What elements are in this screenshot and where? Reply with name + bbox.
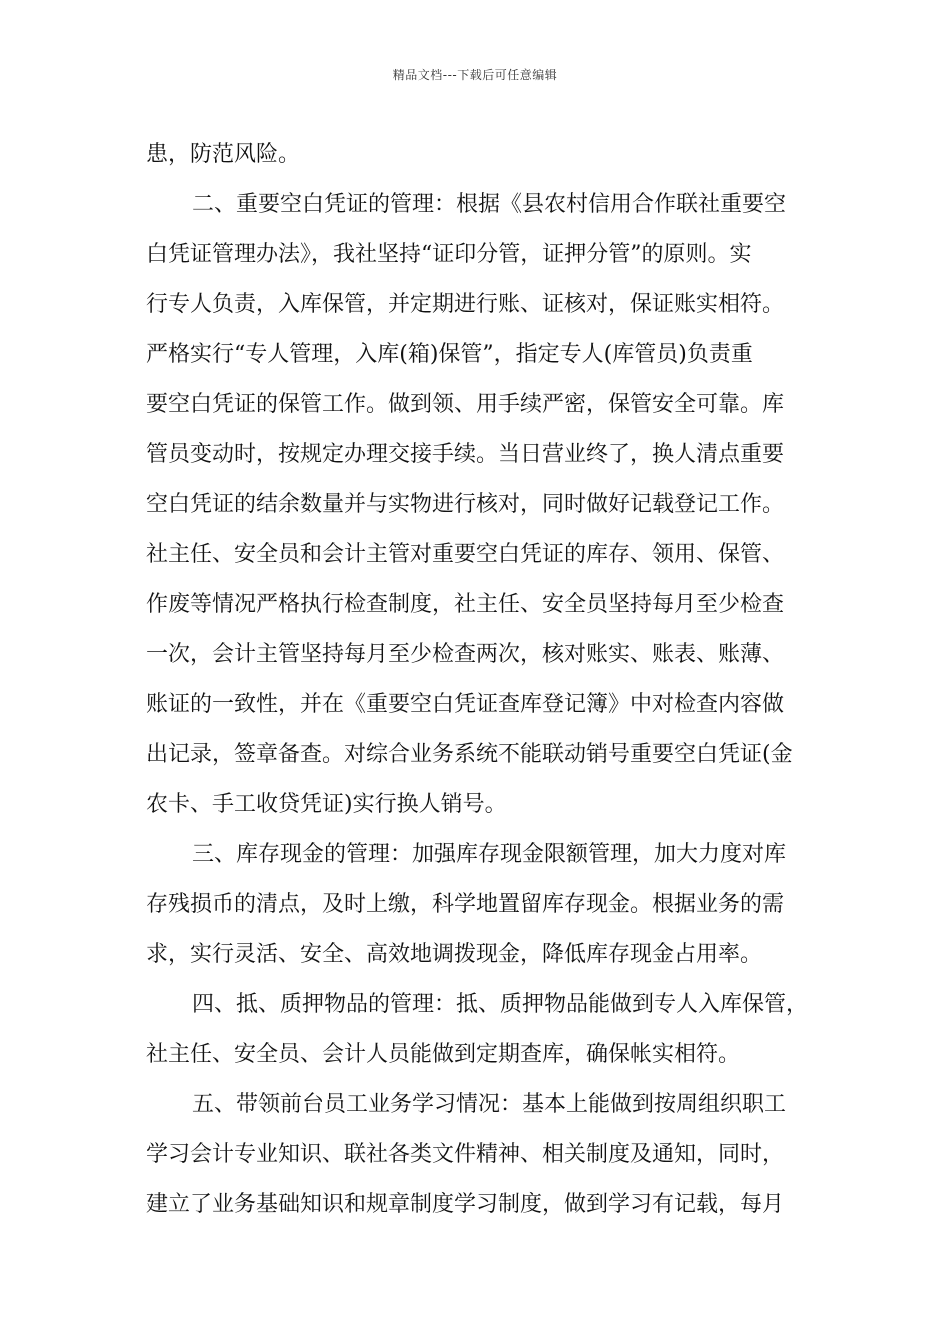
text-line: 出记录，签章备查。对综合业务系统不能联动销号重要空白凭证(金 (146, 742, 793, 767)
text-line: 空白凭证的结余数量并与实物进行核对，同时做好记载登记工作。 (146, 492, 785, 517)
paragraph-start-line: 五、带领前台员工业务学习情况：基本上能做到按周组织职工 (192, 1092, 787, 1117)
text-line: 管员变动时，按规定办理交接手续。当日营业终了，换人清点重要 (146, 442, 785, 467)
text-line: 建立了业务基础知识和规章制度学习制度，做到学习有记载，每月 (146, 1192, 785, 1217)
paragraph-start-line: 三、库存现金的管理：加强库存现金限额管理，加大力度对库 (192, 842, 787, 867)
text-line: 一次，会计主管坚持每月至少检查两次，核对账实、账表、账薄、 (146, 642, 785, 667)
text-line: 社主任、安全员、会计人员能做到定期查库，确保帐实相符。 (146, 1042, 741, 1067)
text-line: 求，实行灵活、安全、高效地调拨现金，降低库存现金占用率。 (146, 942, 763, 967)
text-line: 存残损币的清点，及时上缴，科学地置留库存现金。根据业务的需 (146, 892, 785, 917)
text-line: 患，防范风险。 (146, 142, 301, 167)
text-line: 白凭证管理办法》，我社坚持“证印分管，证押分管”的原则。实 (146, 242, 752, 267)
text-line: 账证的一致性，并在《重要空白凭证查库登记簿》中对检查内容做 (146, 692, 785, 717)
paragraph-start-line: 四、抵、质押物品的管理：抵、质押物品能做到专人入库保管， (192, 992, 809, 1017)
paragraph-start-line: 二、重要空白凭证的管理：根据《县农村信用合作联社重要空 (192, 192, 787, 217)
text-line: 要空白凭证的保管工作。做到领、用手续严密，保管安全可靠。库 (146, 392, 785, 417)
document-body (146, 130, 822, 1230)
page-header: 精品文档---下载后可任意编辑 (392, 68, 558, 82)
text-line: 作废等情况严格执行检查制度，社主任、安全员坚持每月至少检查 (146, 592, 785, 617)
text-line: 学习会计专业知识、联社各类文件精神、相关制度及通知，同时， (146, 1142, 785, 1167)
text-line: 行专人负责，入库保管，并定期进行账、证核对，保证账实相符。 (146, 292, 785, 317)
text-line: 严格实行“专人管理，入库(箱)保管”，指定专人(库管员)负责重 (146, 342, 753, 367)
text-line: 社主任、安全员和会计主管对重要空白凭证的库存、领用、保管、 (146, 542, 785, 567)
text-line: 农卡、手工收贷凭证)实行换人销号。 (146, 792, 507, 817)
